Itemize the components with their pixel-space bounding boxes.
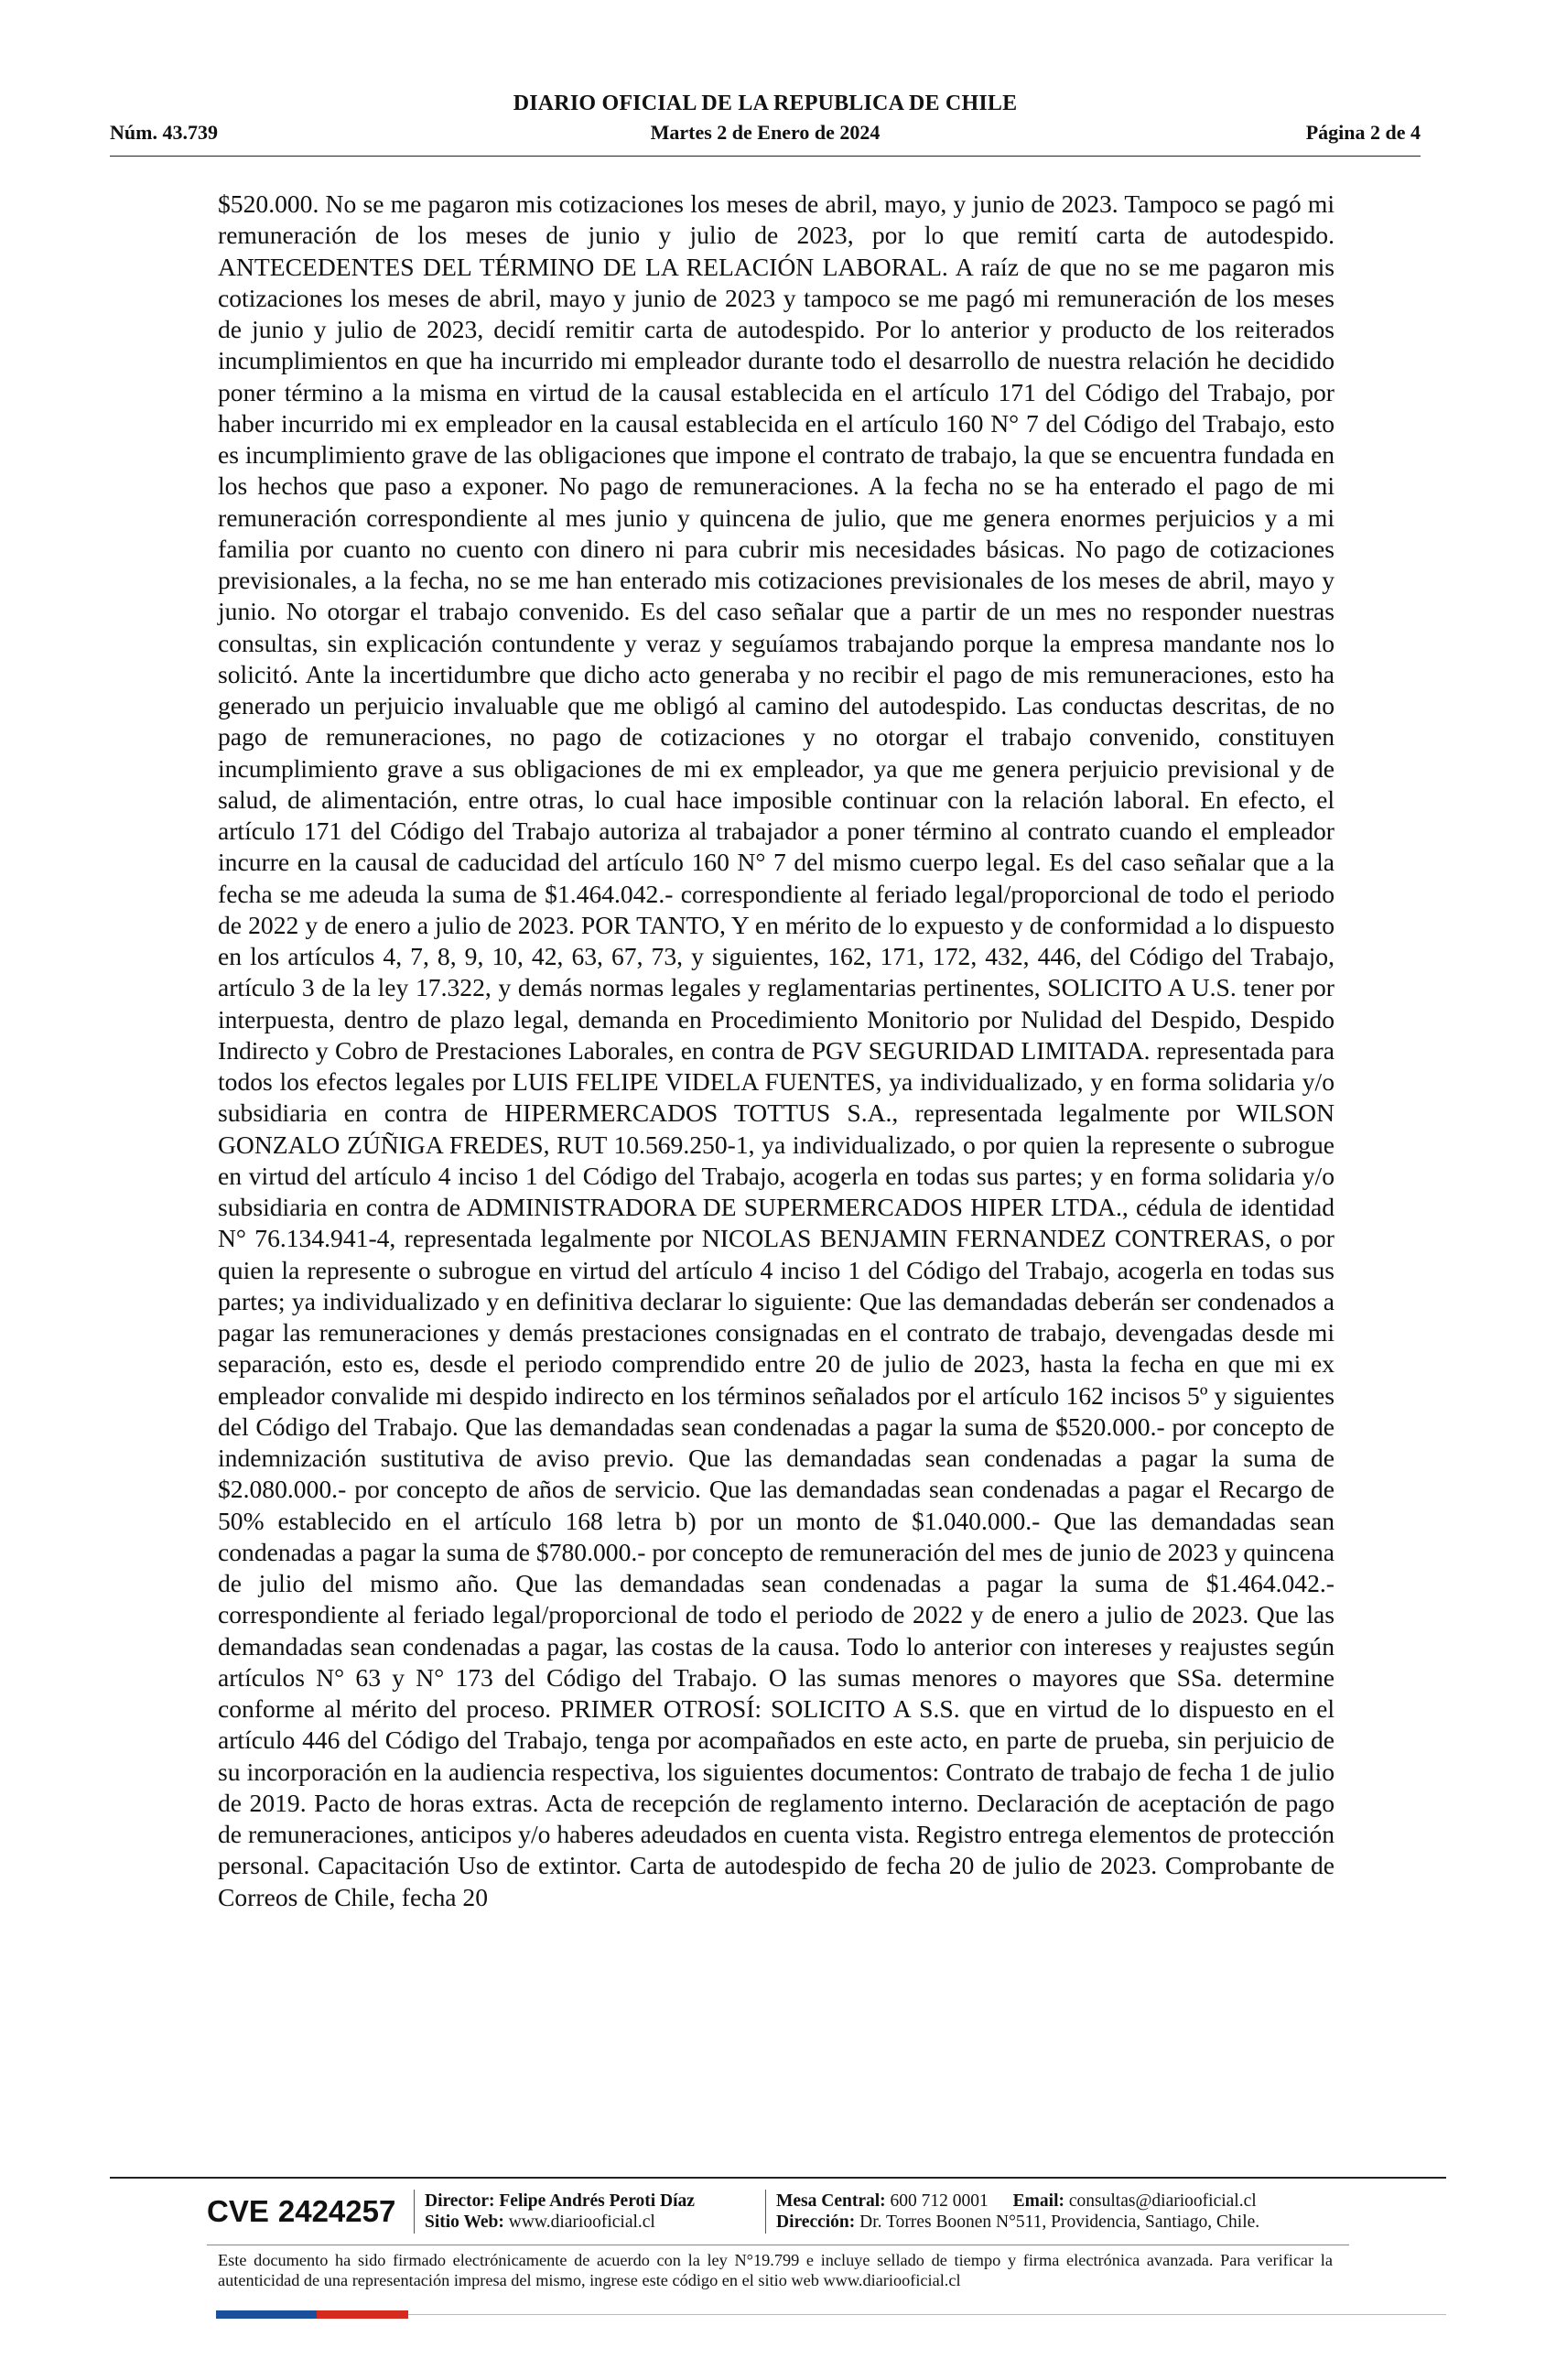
email-label: Email: [1012,2191,1065,2211]
footer-contact-block [776,2191,1259,2233]
flag-stripe-blue [216,2310,317,2319]
footer-director-block [425,2191,695,2233]
footer-divider [110,2177,1446,2179]
central-label: Mesa Central: [776,2191,886,2211]
email-link[interactable]: consultas@diariooficial.cl [1068,2191,1257,2211]
issue-number: Núm. 43.739 [110,121,218,144]
central-phone: 600 712 0001 [890,2191,989,2211]
cve-label: CVE [207,2194,269,2228]
director-label: Director: [425,2191,495,2211]
issue-date: Martes 2 de Enero de 2024 [650,121,881,144]
footer-separator [414,2190,415,2234]
header-divider [110,156,1421,157]
signature-disclaimer: Este documento ha sido firmado electrónicamente de acuerdo con la ley N°19.799 e incluye sellado de tiempo y firma electrónica avanzada. Para verificar la autenticidad de una representación impresa del mismo, ingrese este código en el sitio web www.diariooficial.cl [218,2251,1333,2289]
flag-stripe-red [317,2310,408,2319]
document-body [218,189,1334,1913]
journal-title: DIARIO OFICIAL DE LA REPUBLICA DE CHILE [513,92,1018,115]
cve-code-box [207,2188,412,2235]
body-paragraph: $520.000. No se me pagaron mis cotizaciones los meses de abril, mayo, y junio de 2023. Tampoco se pagó mi remuneración de los meses de junio y julio de 2023, por lo que remití carta de autodespido. ANTECEDENTES DEL TÉRMINO DE LA RELACIÓN LABORAL. A raíz de que no se me pagaron mis cotizaciones los meses de abril, mayo y junio de 2023 y tampoco se me pagó mi remuneración de los meses de junio y julio de 2023, decidí remitir carta de autodespido. Por lo anterior y producto de los reiterados incumplimientos en que ha incurrido mi empleador durante todo el desarrollo de nuestra relación he decidido poner término a la misma en virtud de la causal establecida en el artículo 171 del Código del Trabajo, por haber incurrido mi ex empleador en la causal establecida en el artículo 160 N° 7 del Código del Trabajo, esto es incumplimiento grave de las obligaciones que impone el contrato de trabajo, la que se encuentra fundada en los hechos que paso a exponer. No pago de remuneraciones. A la fecha no se ha enterado el pago de mi remuneración correspondiente al mes junio y quincena de julio, que me genera enormes perjuicios y a mi familia por cuanto no cuento con dinero ni para cubrir mis necesidades básicas. No pago de cotizaciones previsionales, a la fecha, no se me han enterado mis cotizaciones previsionales de los meses de abril, mayo y junio. No otorgar el trabajo convenido. Es del caso señalar que a partir de un mes no responder nuestras consultas, sin explicación contundente y veraz y seguíamos trabajando porque la empresa mandante nos lo solicitó. Ante la incertidumbre que dicho acto generaba y no recibir el pago de mis remuneraciones, esto ha generado un perjuicio invaluable que me obligó al camino del autodespido. Las conductas descritas, de no pago de remuneraciones, no pago de cotizaciones y no otorgar el trabajo convenido, constituyen incumplimiento grave a sus obligaciones de mi ex empleador, ya que me genera perjuicio previsional y de salud, de alimentación, entre otras, lo cual hace imposible continuar con la relación laboral. En efecto, el artículo 171 del Código del Trabajo autoriza al trabajador a poner término al contrato cuando el empleador incurre en la causal de caducidad del artículo 160 N° 7 del mismo cuerpo legal. Es del caso señalar que a la fecha se me adeuda la suma de $1.464.042.- correspondiente al feriado legal/proporcional de todo el periodo de 2022 y de enero a julio de 2023. POR TANTO, Y en mérito de lo expuesto y de conformidad a lo dispuesto en los artículos 4, 7, 8, 9, 10, 42, 63, 67, 73, y siguientes, 162, 171, 172, 432, 446, del Código del Trabajo, artículo 3 de la ley 17.322, y demás normas legales y reglamentarias pertinentes, SOLICITO A U.S. tener por interpuesta, dentro de plazo legal, demanda en Procedimiento Monitorio por Nulidad del Despido, Despido Indirecto y Cobro de Prestaciones Laborales, en contra de PGV SEGURIDAD LIMITADA. representada para todos los efectos legales por LUIS FELIPE VIDELA FUENTES, ya individualizado, y en forma solidaria y/o subsidiaria en contra de HIPERMERCADOS TOTTUS S.A., representada legalmente por WILSON GONZALO ZÚÑIGA FREDES, RUT 10.569.250-1, ya individualizado, o por quien la represente o subrogue en virtud del artículo 4 inciso 1 del Código del Trabajo, acogerla en todas sus partes; y en forma solidaria y/o subsidiaria en contra de ADMINISTRADORA DE SUPERMERCADOS HIPER LTDA., cédula de identidad N° 76.134.941-4, representada legalmente por NICOLAS BENJAMIN FERNANDEZ CONTRERAS, o por quien la represente o subrogue en virtud del artículo 4 inciso 1 del Código del Trabajo, acogerla en todas sus partes; ya individualizado y en definitiva declarar lo siguiente: Que las demandadas deberán ser condenados a pagar las remuneraciones y demás prestaciones consignadas en el contrato de trabajo, devengadas desde mi separación, esto es, desde el periodo comprendido entre 20 de julio de 2023, hasta la fecha en que mi ex empleador convalide mi despido indirecto en los términos señalados por el artículo 162 incisos 5º y siguientes del Código del Trabajo. Que las demandadas sean condenadas a pagar la suma de $520.000.- por concepto de indemnización sustitutiva de aviso previo. Que las demandadas sean condenadas a pagar la suma de $2.080.000.- por concepto de años de servicio. Que las demandadas sean condenadas a pagar el Recargo de 50% establecido en el artículo 168 letra b) por un monto de $1.040.000.- Que las demandadas sean condenadas a pagar la suma de $780.000.- por concepto de remuneración del mes de junio de 2023 y quincena de julio del mismo año. Que las demandadas sean condenadas a pagar la suma de $1.464.042.- correspondiente al feriado legal/proporcional de todo el periodo de 2022 y de enero a julio de 2023. Que las demandadas sean condenadas a pagar, las costas de la causa. Todo lo anterior con intereses y reajustes según artículos N° 63 y N° 173 del Código del Trabajo. O las sumas menores o mayores que SSa. determine conforme al mérito del proceso. PRIMER OTROSÍ: SOLICITO A S.S. que en virtud de lo dispuesto en el artículo 446 del Código del Trabajo, tenga por acompañados en este acto, en parte de prueba, sin perjuicio de su incorporación en la audiencia respectiva, los siguientes documentos: Contrato de trabajo de fecha 1 de julio de 2019. Pacto de horas extras. Acta de recepción de reglamento interno. Declaración de aceptación de pago de remuneraciones, anticipos y/o haberes adeudados en cuenta vista. Registro entrega elementos de protección personal. Capacitación Uso de extintor. Carta de autodespido de fecha 20 de julio de 2023. Comprobante de Correos de Chile, fecha 20 [218,189,1334,1911]
header-info-row [110,121,1421,148]
page-indicator: Página 2 de 4 [1305,121,1421,144]
website-link[interactable]: www.diariooficial.cl [508,2212,655,2232]
director-name: Felipe Andrés Peroti Díaz [499,2191,695,2211]
website-label: Sitio Web: [425,2212,504,2232]
cve-code: 2424257 [277,2194,396,2228]
page-header [110,92,1421,152]
bottom-divider [408,2314,1446,2315]
address-label: Dirección: [776,2212,856,2232]
footer-separator [765,2190,766,2234]
address-value: Dr. Torres Boonen N°511, Providencia, Santiago, Chile. [859,2212,1260,2232]
